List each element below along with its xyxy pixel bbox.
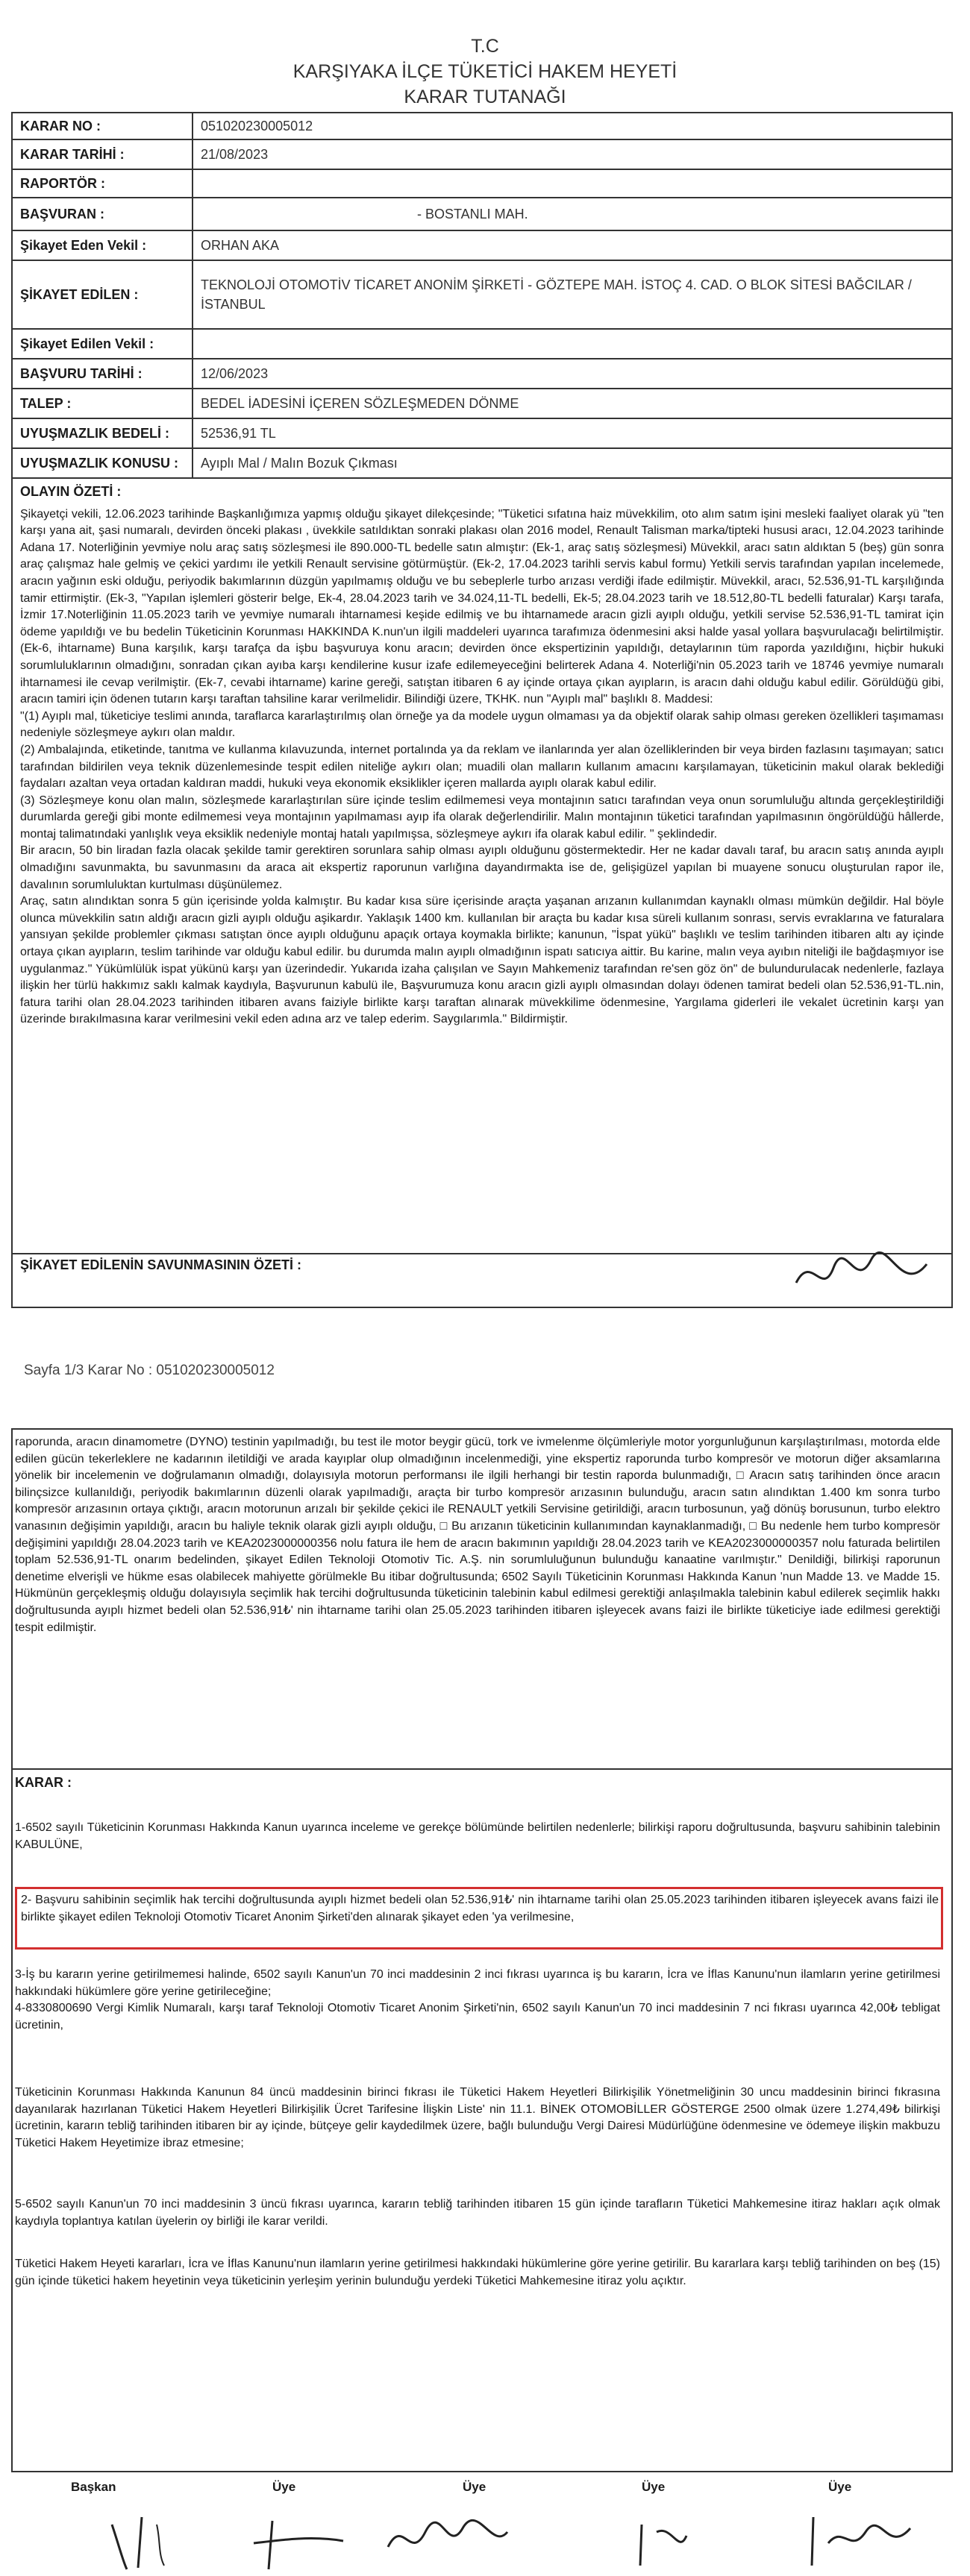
- sikayet-edilen-label: ŞİKAYET EDİLEN :: [12, 260, 193, 329]
- signature-label-uye-2: Üye: [463, 2480, 486, 2494]
- karar-no-value: 051020230005012: [193, 113, 952, 139]
- karar-item-3-4: 3-İş bu kararın yerine getirilmemesi halinde, 6502 sayılı Kanun'un 70 inci maddesinin 2 inci fıkrası uyarınca iş bu kararın, İcra ve İflas Kanunu'nun ilamların yerine getirilmesi hakkındaki hükümlere göre yerine getirileceğine; 4-8330800690 Vergi Kimlik Numaralı, karşı taraf Teknoloji Otomotiv Ticaret Anonim Şirketi'nin, 6502 sayılı Kanun'un 70 inci maddesinin 7 nci fıkrası uyarınca 42,00₺ tebligat ücretinin,: [15, 1968, 940, 2032]
- signature-label-baskan: Başkan: [71, 2480, 116, 2494]
- savunma-section: [12, 1254, 952, 1307]
- page-footer: Sayfa 1/3 Karar No : 051020230005012: [24, 1363, 275, 1378]
- karar-item-1: 1-6502 sayılı Tüketicinin Korunması Hakkında Kanun uyarınca inceleme ve gerekçe bölümünde belirtilen nedenlerle; bilirkişi raporu doğrultusunda, başvuru sahibinin talebinin KABULÜNE,: [15, 1821, 940, 1851]
- handwritten-signature-icon: [789, 1245, 938, 1305]
- karar-item-2: 2- Başvuru sahibinin seçimlik hak tercihi doğrultusunda ayıplı hizmet bedeli olan 52.536,91₺' nin ihtarname tarihi olan 25.05.2023 tarihinden itibaren işleyecek avans faizi ile birlikte şikayet edilen Teknoloji Otomotiv Ticaret Anonim Şirketi'den alınarak şikayet eden 'ya verilmesine,: [21, 1894, 939, 1923]
- decision-info-table: [11, 112, 953, 1308]
- uyusmazlik-bedeli-value: 52536,91 TL: [193, 418, 952, 448]
- savunma-continuation: raporunda, aracın dinamometre (DYNO) testinin yapılmadığı, bu test ile motor beygir gücü, tork ve ivmelenme ölçümleriyle motor yorgunluğunun karşılaştırılması, motorda elde edilen gücün tekerleklere ne kadarının iletildiği ve arada kayıplar olup olmadığının incelenmediği, yine ekspertiz raporunda turbo kompresör ve motorun diğer aksamlarına yönelik bir incelemenin ve doğrulamanın olmadığı, dolayısıyla motorun performansı ile ilgili herhangi bir testin raporda bulunmadığı, □ Aracın satış tarihinden önce aracın bilinçsizce kullanıldığı, periyodik bakımlarının düzenli olarak yapılmadığı, araçta bir turbo kompresör arızasının bulunduğu, aracın satın alındıktan 1.400 km sonra turbo kompresör arızasının ortaya çıktığı, aracın motorunun arızalı bir şekilde çekici ile RENAULT yetkili Servisine getirildiği, aracın turbosunun, yağ dönüş borusunun, turbo elektro vanasının değişimin yapıldığı, aracın bu haliyle teknik olarak gizli ayıplı olduğu, □ Bu arızanın tüketicinin kullanımından kaynaklanmadığı, □ Bu nedenle hem turbo kompresör değişimini yapıldığı 28.04.2023 tarih ve KEA2023000000356 nolu fatura ile hem de aracın bakımının yapıldığı 28.04.2023 tarih ve KEA2023000000357 nolu faturada belirtilen toplam 52.536,91-TL onarım bedelinden, şikayet Edilen Teknoloji Otomotiv Tic. A.Ş. nin sorumluluğunun bulunduğu kanaatine varılmıştır." Denildiği, bilirkişi raporunun denetime elverişli ve hükme esas olabilecek mahiyette görülmekle Bu itibar doğrultusunda; 6502 Sayılı Tüketicinin Korunması Hakkında Kanun 'nun Madde 13. ve Madde 15. Hükmünün gerçekleşmiş olduğu dolayısıyla seçimlik hak tercihi doğrultusunda tüketicinin talebinin kabul edilmesi gerektiği anlaşılmakla talebinin kabul edilerek seçimlik hakkı doğrultusunda ayıplı hizmet bedeli olan 52.536,91₺' nin ihtarname tarihi olan 25.05.2023 tarihinden itibaren işleyecek avans faizi ile birlikte tüketiciye iade edilmesi gerektiği tespit edilmiştir.: [15, 1436, 940, 1634]
- signature-label-uye-4: Üye: [828, 2480, 852, 2494]
- karar-item-5: 5-6502 sayılı Kanun'un 70 inci maddesinin 3 üncü fıkrası uyarınca, kararın tebliğ tarihinden itibaren 15 gün içinde tarafların Tüketici Mahkemesine itiraz hakları açık olmak kaydıyla toplantıya katılan üyelerin oy birliği ile karar verildi.: [15, 2198, 940, 2228]
- uyusmazlik-bedeli-label: UYUŞMAZLIK BEDELİ :: [12, 418, 193, 448]
- savunma-title: ŞİKAYET EDİLENİN SAVUNMASININ ÖZETİ :: [20, 1257, 302, 1272]
- uyusmazlik-konusu-value: Ayıplı Mal / Malın Bozuk Çıkması: [193, 448, 952, 478]
- karar-tarihi-label: KARAR TARİHİ :: [12, 139, 193, 169]
- header-institution: KARŞIYAKA İLÇE TÜKETİCİ HAKEM HEYETİ: [292, 61, 678, 82]
- signature-label-uye-3: Üye: [642, 2480, 666, 2494]
- basvuran-value: - BOSTANLI MAH.: [193, 198, 952, 230]
- basvuran-label: BAŞVURAN :: [12, 198, 193, 230]
- karar-item-fee: Tüketicinin Korunması Hakkında Kanunun 84 üncü maddesinin birinci fıkrası ile Tüketici Hakem Heyetleri Bilirkişilik Yönetmeliğinin 30 uncu maddesinin birinci fıkrasına dayanılarak hazırlanan Tüketici Hakem Heyetleri Bilirkişilik Ücret Tarifesine İlişkin Liste' nin 11.1. BİNEK OTOMOBİLLER GÖSTERGE 2500 olmak üzere 1.274,49₺ bilirkişi ücretinin, kararın tebliğ tarihinden itibaren bir ay içinde, bütçeye gelir kaydedilmek üzere, bağlı bulunduğu Vergi Dairesi Müdürlüğüne ödenmesine ve ödemeye ilişkin makbuzu Tüketici Hakem Heyetimize ibraz etmesine;: [15, 2086, 940, 2149]
- sikayet-eden-vekil-label: Şikayet Eden Vekil :: [12, 230, 193, 260]
- talep-label: TALEP :: [12, 389, 193, 418]
- header-tc: T.C: [471, 36, 499, 57]
- uyusmazlik-konusu-label: UYUŞMAZLIK KONUSU :: [12, 448, 193, 478]
- header-doc-title: KARAR TUTANAĞI: [404, 87, 566, 107]
- signature-label-uye-1: Üye: [272, 2480, 296, 2494]
- basvuru-tarihi-value: 12/06/2023: [193, 359, 952, 389]
- signatures-icon: [30, 2502, 955, 2573]
- sikayet-eden-vekil-value: ORHAN AKA: [193, 230, 952, 260]
- sikayet-edilen-vekil-label: Şikayet Edilen Vekil :: [12, 329, 193, 359]
- talep-value: BEDEL İADESİNİ İÇEREN SÖZLEŞMEDEN DÖNME: [193, 389, 952, 418]
- sikayet-edilen-vekil-value: [193, 329, 952, 359]
- olayin-ozeti-title: OLAYIN ÖZETİ :: [20, 484, 122, 499]
- karar-title: KARAR :: [15, 1775, 72, 1790]
- olayin-ozeti-section: [12, 478, 952, 1254]
- karar-item-appeal: Tüketici Hakem Heyeti kararları, İcra ve İflas Kanunu'nun ilamların yerine getirilmesi hakkındaki hükümlerine göre yerine getirilir. Bu kararlara karşı tebliğ tarihinden on beş (15) gün içinde tüketici hakem heyetinin veya tüketicinin yerleşim yerinin bulunduğu yerdeki Tüketici Mahkemesine itiraz yolu açıktır.: [15, 2258, 940, 2287]
- basvuru-tarihi-label: BAŞVURU TARİHİ :: [12, 359, 193, 389]
- raportor-value: [193, 169, 952, 198]
- olayin-ozeti-body: Şikayetçi vekili, 12.06.2023 tarihinde Başkanlığımıza yapmış olduğu şikayet dilekçesinde; "Tüketici sıfatına haiz müvekkilim, oto alım satım işini mesleki faaliyet olarak yü "ten karşı yana ait, şasi numaralı, devirden önceki plakası , üvekkile satıldıktan sonraki plakası olan 2016 model, Renault Talisman marka/tipteki hususi aracı, 12.04.2023 tarihinde Adana 17. Noterliğinin yevmiye nolu araç satış sözleşmesi ile 890.000-TL bedelle satın almıştır: (Ek-1, araç satış sözleşmesi) Müvekkil, aracı satın aldıktan 5 (beş) gün sonra araç çalışmaz hale gelmiş ve çekici yardımı ile yetkili Renault servisine götürmüştür. (Ek-2, 17.04.2023 tarihli servis kabul formu) Yetkili servis tarafından yapılan incelemede, aracın yağının eski olduğu, periyodik bakımlarının düzgün yapılmamış olduğu ve bu sebeplerle turbo arızası verdiği ifade edilmiştir. Müvekkil, aracı, 52.536,91-TL karşılığında tamir ettirmiştir. (Ek-3, "Yapılan işlemleri gösterir belge, Ek-4, 28.04.2023 tarih ve 34.024,11-TL bedelli, Ek-5; 28.04.2023 tarih ve 18.512,80-TL bedelli faturalar) Karşı tarafa, İzmir 17.Noterliğinin 11.05.2023 tarih ve yevmiye numaralı ihtarnamesi keşide edilmiş ve bu ihtarnamede aracın gizli ayıplı olduğu, yetkili servise 52.536,91-TL tamirat için ödeme yapıldığı ve bu bedelin Tüketicinin Korunması HAKKINDA K.nun'un ilgili maddeleri uyarınca tarafımıza ödenmesini aksi halde yasal yollara başvurulacağı belirtilmiştir. (Ek-6, ihtarname) Buna karşılık, karşı tarafça da işbu başvuruya konu aracın; devirden önce ekspertizinin yapıldığı, detaylarının tüm raporda yazıldığını, hiçbir hukuki sorumluluklarının olmadığını, sonradan çıkan ayıba karşı kendilerine kusur izafe edilemeyeceğini belirterek Adana 4. Noterliği'nin 05.2023 tarih ve 18746 yevmiye numaralı ihtarnamesi ile cevap verilmiştir. (Ek-7, cevabi ihtarname) karine gereği, satıştan itibaren 6 ay içinde ortaya çıkan ayıpların, is aracın dahi olduğu kabul edilir. Görüldüğü gibi, aracın tamiri için ödenen tutarın karşı taraftan tahsiline karar verilmelidir. Bilindiği üzere, TKHK. nun "Ayıplı mal" başlıklı 8. Maddesi: "(1) Ayıplı mal, tüketiciye teslimi anında, taraflarca kararlaştırılmış olan örneğe ya da modele uygun olmaması ya da objektif olarak sahip olması gereken özellikleri taşımaması nedeniyle sözleşmeye aykırı olan maldır. (2) Ambalajında, etiketinde, tanıtma ve kullanma kılavuzunda, internet portalında ya da reklam ve ilanlarında yer alan özelliklerinden bir veya birden fazlasını taşımayan; satıcı tarafından bildirilen veya teknik düzenlemesinde tespit edilen niteliğe aykırı olan; muadili olan malların kullanım amacını karşılamayan, tüketicinin makul olarak beklediği faydaları azaltan veya ortadan kaldıran maddi, hukuki veya ekonomik eksiklikler içeren mallarda ayıplı olarak kabul edilir. (3) Sözleşmeye konu olan malın, sözleşmede kararlaştırılan süre içinde teslim edilmemesi veya montajının satıcı tarafından veya onun sorumluluğu altında gerçekleştirildiği durumlarda gereği gibi monte edilmemesi veya montajının yapılmaması ayıp ifa olarak değerlendirilir. Malın montajının tüketici tarafından yapılmasının öngörüldüğü hâllerde, montaj talimatındaki yanlışlık veya eksiklik nedeniyle montaj hatalı yapılmışsa, sözleşmeye aykırı ifa olarak kabul edilir. " şeklindedir. Bir aracın, 50 bin liradan fazla olacak şekilde tamir gerektiren sorunlara sahip olması ayıplı olduğunu göstermektedir. Her ne kadar davalı taraf, bu aracın satış anında ayıplı olmadığını savunmakta, bu savunmasını da araca ait ekspertiz raporunun varlığına dayandırmakta ise de, gelişigüzel yapılan bi muayene sonucu oluşturulan rapor ile, davalının sorumluluktan kurtulması düşünülemez. Araç, satın alındıktan sonra 5 gün içerisinde yolda kalmıştır. Bu kadar kısa süre içerisinde araçta yaşanan arızanın kullanımdan kaynaklı olması mümkün değildir. Hal böyle olunca müvekkilin satın aldığı aracın gizli ayıplı olduğu aşikardır. Yaklaşık 1400 km. kullanılan bir araçta bu kadar kısa süreli kullanım sonrası, servis evraklarına ve faturalara yansıyan şekilde problemler çıkması satıştan önce ayıplı olduğunu apaçık ortaya koymakla birlikte; kanunun, "İspat yükü" başlıklı ve teslim tarihinden itibaren altı ay içinde ortaya çıkan ayıpların, teslim tarihinde var olduğu kabul edilir. bu durumda malın ayıplı olmadığının ispatı satıcıya aittir. Bu karine, malın veya ayıbın niteliği ile bağdaşmıyor ise uygulanmaz." Yükümlülük ispat yükünü karşı yan üzerindedir. Yukarıda izaha çalışılan ve Sayın Mahkemeniz tarafından re'sen göz ön" de bulundurulacak nedenlerle, fazlaya ilişkin her türlü hakkımız saklı kalmak kaydıyla, Başvurunun kabulü ile, Başvurumuza konu aracın gizli ayıplı olmasından dolayı ödenen tamirat bedeli olan 52.536,91-TL.nin, fatura tarihi olan 28.04.2023 tarihinden itibaren avans faiziyle birlikte karşı taraftan alınarak müvekkilime ödenmesine, Yargılama giderleri ile vekalet ücretinin karşı yan üzerinde bırakılmasına karar verilmesini vekil eden adına arz ve talep ederim. Saygılarımla." Bildirmiştir.: [20, 507, 944, 1026]
- sikayet-edilen-value: TEKNOLOJİ OTOMOTİV TİCARET ANONİM ŞİRKETİ - GÖZTEPE MAH. İSTOÇ 4. CAD. O BLOK SİTESİ BAĞCILAR / İSTANBUL: [193, 260, 952, 329]
- karar-divider: [11, 1768, 953, 1770]
- karar-tarihi-value: 21/08/2023: [193, 139, 952, 169]
- page-2: [0, 1428, 970, 2576]
- raportor-label: RAPORTÖR :: [12, 169, 193, 198]
- karar-no-label: KARAR NO :: [12, 113, 193, 139]
